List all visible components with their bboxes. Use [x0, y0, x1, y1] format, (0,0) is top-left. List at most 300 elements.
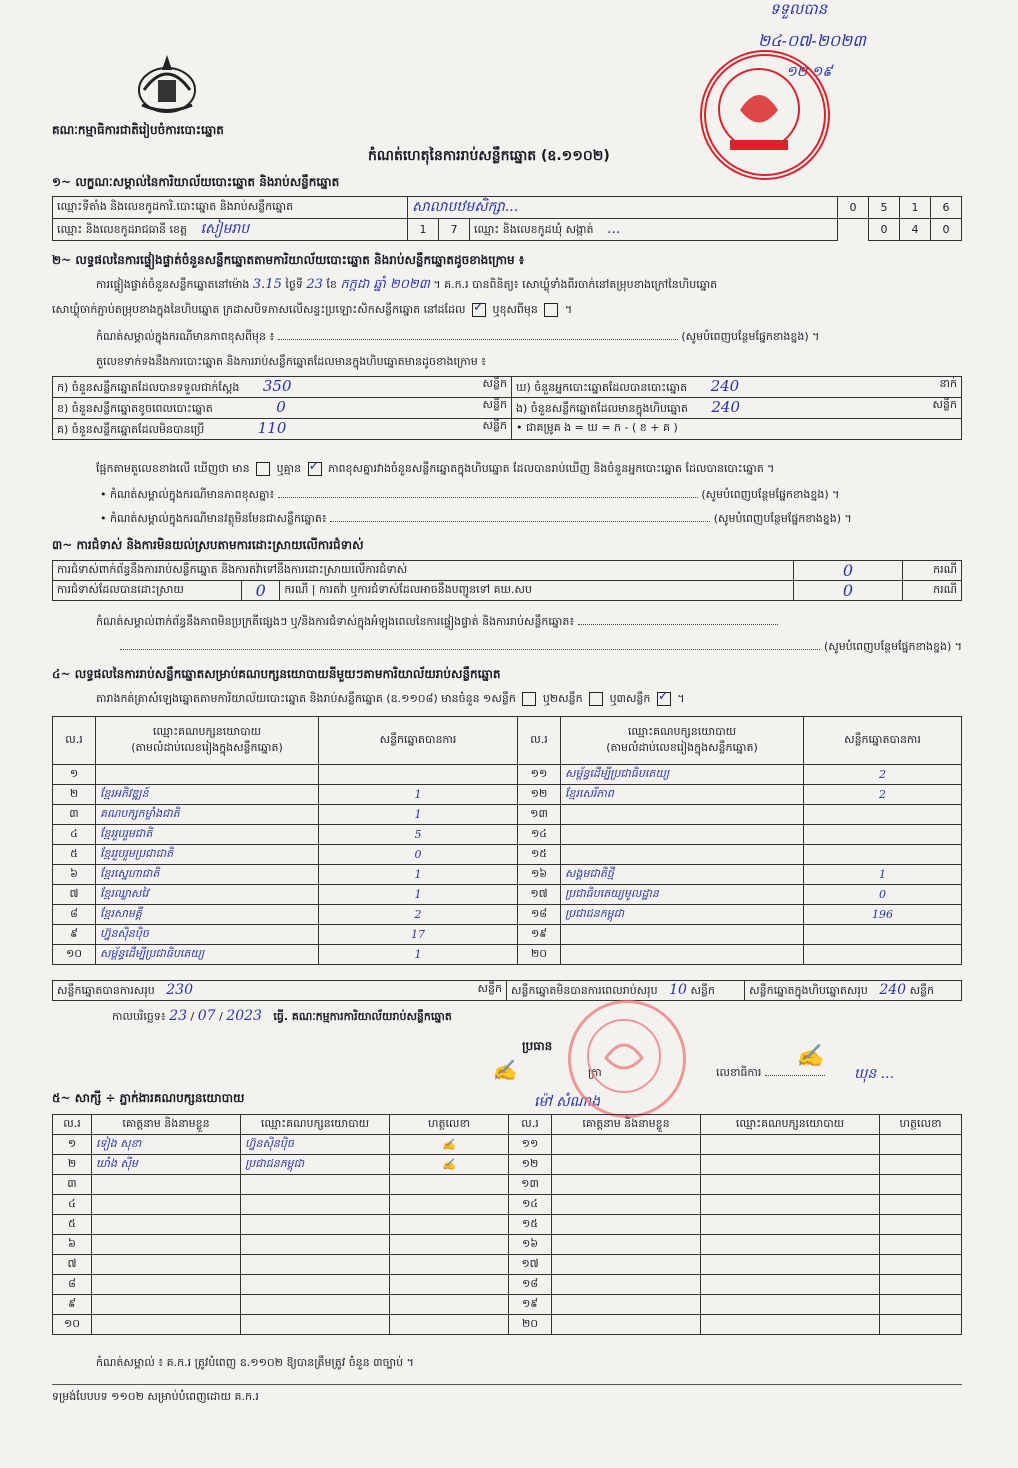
one-sheet-checkbox[interactable]: [522, 692, 536, 706]
row-no: ៩: [53, 925, 96, 945]
witness-signature: [390, 1275, 509, 1295]
party-votes: 1: [319, 885, 518, 905]
official-stamp-top: [700, 50, 833, 180]
witness-name: [552, 1215, 701, 1235]
witness-name: [552, 1295, 701, 1315]
total-valid-value: 230: [166, 981, 193, 998]
table-row: [53, 825, 962, 845]
section4-heading: ៤~ លទ្ធផលនៃការរាប់សន្លឹកឆ្នោតសម្រាប់គណបក្សនយោបាយនីមួយៗតាមការិយាល័យរាប់សន្លឹកឆ្នោត: [52, 667, 501, 681]
note-fill-label: (សូមបំពេញបន្ថែមផ្នែកខាងខ្នង) ។: [681, 330, 820, 343]
station-code-digit: 6: [931, 197, 962, 219]
col-name: គោត្តនាម និងនាមខ្លួន: [552, 1115, 701, 1135]
station-value: សាលាបឋមសិក្សា...: [408, 197, 838, 219]
witness-party: ហ្វ៊ុនស៊ិនប៉ិច: [241, 1135, 390, 1155]
note-fill-label: (សូមបំពេញបន្ថែមផ្នែកខាងខ្នង) ។: [713, 512, 852, 525]
witness-name: [92, 1295, 241, 1315]
verify-text: ការផ្ទៀងផ្ទាត់ចំនួនសន្លឹកឆ្នោតនៅម៉ោង: [96, 278, 250, 291]
row-no: ២: [53, 1155, 92, 1175]
party-name: គណបក្សកម្លាំងជាតិ: [96, 805, 319, 825]
party-votes: 196: [804, 905, 962, 925]
station-code-digit: 5: [869, 197, 900, 219]
row-no: ៨: [53, 905, 96, 925]
table-row: [53, 1275, 962, 1295]
party-votes: 2: [804, 785, 962, 805]
witness-table: [52, 1114, 962, 1335]
compare-line: [96, 462, 962, 478]
party-votes: 17: [319, 925, 518, 945]
row-no: ១៨: [509, 1275, 552, 1295]
row-no: ៨: [53, 1275, 92, 1295]
row-no: ៣: [53, 805, 96, 825]
witness-signature: [880, 1175, 962, 1195]
table-row: [53, 785, 962, 805]
party-votes: [804, 945, 962, 965]
party-name: [96, 765, 319, 785]
witness-name: [552, 1175, 701, 1195]
table-row: [53, 1215, 962, 1235]
party-name: [561, 845, 804, 865]
appeal-label-text: ការតវ៉ា ឬការជំទាស់ដែលអាចនឹងបញ្ជូនទៅ គឃ.សប: [319, 582, 532, 596]
witness-signature: [390, 1175, 509, 1195]
unit: សន្លឹក: [690, 983, 715, 997]
table-row: [53, 1255, 962, 1275]
chair-label: ប្រធាន: [522, 1039, 553, 1053]
witness-party: [701, 1195, 880, 1215]
row-no: ១៣: [509, 1175, 552, 1195]
chair-name: ម៉ៅ សំណាង: [534, 1094, 600, 1110]
count-c-value: 110: [257, 419, 287, 437]
row-no: ១៦: [509, 1235, 552, 1255]
col-sign: ហត្ថលេខា: [880, 1115, 962, 1135]
witness-name: [552, 1235, 701, 1255]
compare-tail: ភាពខុសគ្នារវាងចំនួនសន្លឹកឆ្នោតក្នុងហិបឆ្នោត ដែលបានរាប់ឃើញ និងចំនួនអ្នកបោះឆ្នោត ដែលបានបោះឆ្នោត ។: [328, 462, 775, 475]
verify-month: កក្កដា ឆ្នាំ ២០២៣: [340, 277, 430, 292]
row-no: ១៤: [518, 825, 561, 845]
witness-name: [552, 1315, 701, 1335]
party-name: ខ្មែររួបរួមជាតិ: [96, 825, 319, 845]
col-party: [561, 717, 804, 765]
witness-signature: [880, 1215, 962, 1235]
table-row: [53, 1155, 962, 1175]
count-a-label: ក) ចំនួនសន្លឹកឆ្នោតដែលបានទទួលជាក់ស្តែង: [57, 381, 240, 394]
count-c-label: គ) ចំនួនសន្លឹកឆ្នោតដែលមិនបានប្រើ: [57, 423, 205, 436]
no-diff-label: ឬគ្មាន: [276, 462, 302, 475]
unit: សន្លឹក: [482, 398, 507, 411]
count-d-value: 240: [710, 377, 740, 395]
commune-label: ឈ្មោះ និងលេខកូដឃុំ សង្កាត់: [474, 222, 594, 236]
row-no: ១: [53, 765, 96, 785]
count-b-label: ខ) ចំនួនសន្លឹកឆ្នោតខូចពេលបោះឆ្នោត: [57, 402, 213, 415]
two-sheet-checkbox[interactable]: [589, 692, 603, 706]
table-row: [53, 885, 962, 905]
footer-note: កំណត់សម្គាល់ ៖ គ.ក.រ ត្រូវបំពេញ ឧ.១១០២ ឱ្យបានត្រឹមត្រូវ ចំនួន ៣ច្បាប់ ។: [96, 1356, 414, 1369]
col-party: ឈ្មោះគណបក្សនយោបាយ: [701, 1115, 880, 1135]
witness-name: ឃាំង ស៊ីម: [92, 1155, 241, 1175]
note-diff-label: កំណត់សម្គាល់ក្នុងករណីមានភាពខុសពីមុន ៖: [96, 330, 275, 343]
party-name: ហ្វ៊ុនស៊ិនប៉ិច: [96, 925, 319, 945]
chair-signature: ✍: [492, 1058, 517, 1082]
witness-signature: [390, 1315, 509, 1335]
witness-party: [701, 1255, 880, 1275]
row-no: ៩: [53, 1295, 92, 1315]
bullet-objects: [100, 512, 962, 528]
row-no: ៧: [53, 1255, 92, 1275]
witness-signature: [390, 1255, 509, 1275]
party-votes: [804, 805, 962, 825]
note-fill-label: (សូមបំពេញបន្ថែមផ្នែកខាងខ្នង) ។: [701, 488, 840, 501]
receipt-date: ២៤-០៧-២០២៣: [758, 31, 866, 50]
date-line: កាលបរិច្ឆេទ៖ 23 / 07 / 2023 ធ្វើ. គណៈកម្មការការិយាល័យរាប់សន្លឹកឆ្នោត: [112, 1008, 452, 1024]
unit: សន្លឹក: [909, 983, 935, 997]
verify-tail: ។ គ.ក.រ បានពិនិត្យ៖ សោឃ្លុំទាំងពីរចាក់នៅតម្រុបខាងក្រៅនៃហិបឆ្នោត: [433, 278, 718, 291]
col-party: ឈ្មោះគណបក្សនយោបាយ: [241, 1115, 390, 1135]
row-no: ៥: [53, 845, 96, 865]
witness-signature: [390, 1195, 509, 1215]
total-invalid-label: សន្លឹកឆ្នោតមិនបានការពេលរាប់សរុប: [511, 983, 658, 997]
witness-signature: [390, 1295, 509, 1315]
section5-heading: ៥~ សាក្សី ÷ ភ្នាក់ងារគណបក្សនយោបាយ: [52, 1091, 245, 1105]
table-row: [53, 1315, 962, 1335]
secretary-label-text: លេខាធិការ: [716, 1066, 762, 1079]
row-no: ១៣: [518, 805, 561, 825]
witness-name: [92, 1275, 241, 1295]
counts-table: [52, 376, 962, 440]
commune-code-digit: 4: [900, 219, 931, 241]
table-row: [53, 1235, 962, 1255]
unit: សន្លឹក: [482, 377, 507, 390]
footer-form-version: ទម្រង់បែបបទ ១១០២ សម្រាប់បំពេញដោយ គ.ក.រ: [52, 1390, 259, 1403]
unit: សន្លឹក: [482, 419, 507, 432]
verify-time: 3.15: [252, 277, 282, 292]
party-votes: [319, 765, 518, 785]
date-year: 2023: [226, 1008, 262, 1024]
objection-table: [52, 560, 962, 601]
row-no: ១១: [518, 765, 561, 785]
commune-code-digit: 0: [869, 219, 900, 241]
province-label: ឈ្មោះ និងលេខកូដរាជធានី ខេត្ត: [57, 223, 187, 236]
unit: សន្លឹក: [477, 981, 502, 995]
votes-table: [52, 716, 962, 965]
party-name: [561, 825, 804, 845]
party-votes: 1: [319, 945, 518, 965]
party-votes: 2: [804, 765, 962, 785]
col-name: គោត្តនាម និងនាមខ្លួន: [92, 1115, 241, 1135]
witness-party: [241, 1175, 390, 1195]
date-day: 23: [169, 1008, 188, 1024]
row-no: ៦: [53, 865, 96, 885]
no-diff-checkbox[interactable]: [308, 462, 322, 476]
witness-party: [701, 1215, 880, 1235]
form-title: កំណត់ហេតុនៃការរាប់សន្លឹកឆ្នោត (ឧ.១១០២): [368, 148, 610, 164]
col-party: [96, 717, 319, 765]
changed-checkbox[interactable]: [544, 303, 558, 317]
secretary-name: ឃុន ...: [854, 1066, 895, 1082]
witness-party: ប្រជាជនកម្ពុជា: [241, 1155, 390, 1175]
unit: នាក់: [939, 377, 957, 390]
party-name: [561, 925, 804, 945]
party-name: ខ្មែរស្នេហាជាតិ: [96, 865, 319, 885]
party-name: ប្រជាជនកម្ពុជា: [561, 905, 804, 925]
party-votes: [804, 925, 962, 945]
party-votes: [804, 845, 962, 865]
note-fill-label: (សូមបំពេញបន្ថែមផ្នែកខាងខ្នង) ។: [823, 640, 962, 653]
party-votes: 1: [319, 865, 518, 885]
verify-day-label: ថ្ងៃទី: [285, 278, 303, 291]
col-no: ល.រ: [53, 1115, 92, 1135]
table-row: [53, 905, 962, 925]
table-row: [53, 1135, 962, 1155]
party-name: សម្ព័ន្ធដើម្បីប្រជាធិបតេយ្យ: [561, 765, 804, 785]
bullet1-text: • កំណត់សម្គាល់ក្នុងករណីមានភាពខុសគ្នា៖: [100, 488, 275, 501]
col-no: ល.រ: [518, 717, 561, 765]
table-row: [53, 805, 962, 825]
row-no: ១៧: [509, 1255, 552, 1275]
witness-body: [53, 1135, 962, 1335]
party-votes: 1: [319, 785, 518, 805]
count-b-value: 0: [276, 398, 286, 416]
row-no: ១០: [53, 945, 96, 965]
date-label: កាលបរិច្ឆេទ៖: [112, 1010, 166, 1023]
witness-signature: [880, 1135, 962, 1155]
witness-signature: [390, 1215, 509, 1235]
station-code-digit: 1: [900, 197, 931, 219]
col-no: ល.រ: [509, 1115, 552, 1135]
verify-line2-text: សោឃ្លុំចាក់ភ្ជាប់តម្រុបខាងក្នុងនៃហិបឆ្នោត ក្រដាសបិទភាសលើសន្ទះប្រឡោះសិកសន្លឹកឆ្នោត នៅដដែល: [52, 303, 466, 316]
col-party-sub: (តាមលំដាប់លេខរៀងក្នុងសន្លឹកឆ្នោត): [606, 740, 758, 754]
table-row: [53, 1195, 962, 1215]
receipt-label: ទទួលបាន: [770, 0, 828, 18]
witness-party: [241, 1195, 390, 1215]
witness-name: [92, 1315, 241, 1335]
unit: ករណី: [284, 582, 309, 596]
witness-name: [92, 1215, 241, 1235]
row-no: ១៩: [518, 925, 561, 945]
footer-divider: [52, 1384, 962, 1385]
commune-code-digit: 0: [931, 219, 962, 241]
witness-name: [92, 1175, 241, 1195]
objection-value: 0: [794, 561, 903, 581]
col-party-title: ឈ្មោះគណបក្សនយោបាយ: [627, 724, 737, 738]
section2-heading: ២~ លទ្ធផលនៃការផ្ទៀងផ្ទាត់ចំនួនសន្លឹកឆ្នោតតាមការិយាល័យបោះឆ្នោត និងរាប់សន្លឹកឆ្នោតដូចខាងក្រោម ៖: [52, 253, 525, 267]
row-no: ២០: [509, 1315, 552, 1335]
row-no: ១៦: [518, 865, 561, 885]
table-row: [53, 945, 962, 965]
party-votes: 1: [319, 805, 518, 825]
count-e-label: ង) ចំនួនសន្លឹកឆ្នោតដែលមានក្នុងហិបឆ្នោត: [516, 402, 688, 415]
row-no: ២០: [518, 945, 561, 965]
unit: ករណី: [903, 561, 962, 581]
province-code-digit: 1: [408, 219, 439, 241]
count-a-value: 350: [262, 377, 292, 395]
resolved-label: ការជំទាស់ដែលបានដោះស្រាយ: [53, 581, 242, 601]
row-no: ១៧: [518, 885, 561, 905]
party-votes: [804, 825, 962, 845]
col-votes: សន្លឹកឆ្នោតបានការ: [804, 717, 962, 765]
witness-party: [241, 1295, 390, 1315]
col-votes: សន្លឹកឆ្នោតបានការ: [319, 717, 518, 765]
witness-signature: [880, 1315, 962, 1335]
witness-party: [241, 1235, 390, 1255]
secretary-signature: ✍: [796, 1044, 824, 1069]
section3-note: [96, 615, 962, 631]
party-name: ខ្មែរសេរីភាព: [561, 785, 804, 805]
party-votes: 0: [804, 885, 962, 905]
witness-party: [701, 1275, 880, 1295]
witness-party: [241, 1275, 390, 1295]
party-name: [561, 805, 804, 825]
table-row: [53, 1175, 962, 1195]
row-no: ១១: [509, 1135, 552, 1155]
witness-signature: [880, 1275, 962, 1295]
province-value: សៀមរាប: [200, 221, 250, 237]
witness-name: [92, 1235, 241, 1255]
station-label: ឈ្មោះទីតាំង និងលេខកូដការិ.បោះឆ្នោត និងរាប់សន្លឹកឆ្នោត: [53, 197, 408, 219]
party-votes: 5: [319, 825, 518, 845]
witness-signature: [880, 1195, 962, 1215]
witness-signature: ✍: [390, 1135, 509, 1155]
date-month: 07: [197, 1008, 216, 1024]
witness-party: [701, 1175, 880, 1195]
witness-name: [552, 1135, 701, 1155]
stamp-label: ត្រា: [588, 1066, 602, 1079]
votes-body: [53, 765, 962, 965]
signoff: ធ្វើ. គណៈកម្មការការិយាល័យរាប់សន្លឹកឆ្នោត: [273, 1010, 452, 1023]
table-row: [53, 765, 962, 785]
witness-name: [552, 1255, 701, 1275]
count-e-value: 240: [711, 398, 741, 416]
witness-name: [92, 1195, 241, 1215]
verify-line-2: សោឃ្លុំចាក់ភ្ជាប់តម្រុបខាងក្នុងនៃហិបឆ្នោត ក្រដាសបិទភាសលើសន្ទះប្រឡោះសិកសន្លឹកឆ្នោត នៅដដែល ✓ ឬខុសពីមុន ។: [52, 303, 572, 319]
section3-note-text: កំណត់សម្គាល់ពាក់ព័ន្ធនឹងភាពមិនប្រក្រតីផ្សេងៗ ឬ/និងការជំទាស់ក្នុងអំឡុងពេលនៃការផ្ទៀងផ្ទាត់ និងការរាប់សន្លឹកឆ្នោត៖: [96, 615, 575, 628]
party-name: សម្ព័ន្ធដើម្បីប្រជាធិបតេយ្យ: [96, 945, 319, 965]
same-checkbox[interactable]: [472, 303, 486, 317]
count-d-label: ឃ) ចំនួនអ្នកបោះឆ្នោតដែលបានបោះឆ្នោត: [516, 381, 688, 394]
witness-signature: [880, 1295, 962, 1315]
witness-party: [701, 1235, 880, 1255]
row-no: ៤: [53, 1195, 92, 1215]
appeal-value: 0: [794, 581, 903, 601]
section4-intro: តារាងកត់ត្រាសំឡេងឆ្នោតតាមការិយាល័យបោះឆ្នោត និងរាប់សន្លឹកឆ្នោត (ឧ.១១០៨) មានចំនួន ១សន្លឹក ឬ២សន្លឹក ឬ៣សន្លឹក ✓ ។: [96, 692, 685, 708]
party-name: ខ្មែរសាមគ្គី: [96, 905, 319, 925]
witness-party: [701, 1295, 880, 1315]
witness-party: [701, 1315, 880, 1335]
witness-party: [241, 1215, 390, 1235]
row-no: ៧: [53, 885, 96, 905]
has-diff-checkbox[interactable]: [256, 462, 270, 476]
witness-name: [92, 1255, 241, 1275]
receipt-time: ១២ ១៩: [786, 64, 833, 80]
row-no: ១៨: [518, 905, 561, 925]
table-row: [53, 1295, 962, 1315]
party-votes: 2: [319, 905, 518, 925]
row-no: ១៥: [518, 845, 561, 865]
table-row: [53, 845, 962, 865]
witness-party: [701, 1155, 880, 1175]
witness-signature: [390, 1235, 509, 1255]
total-box-label: សន្លឹកឆ្នោតក្នុងហិបឆ្នោតសរុប: [749, 983, 868, 997]
section3-heading: ៣~ ការជំទាស់ និងការមិនយល់ស្របតាមការដោះស្រាយលើការជំទាស់: [52, 538, 364, 552]
verify-line: [96, 276, 966, 295]
row-no: ២: [53, 785, 96, 805]
row-no: ៤: [53, 825, 96, 845]
total-valid-label: សន្លឹកឆ្នោតបានការសរុប: [57, 983, 155, 997]
two-sheet-label: ឬ២សន្លឹក: [542, 692, 583, 705]
three-sheet-label: ឬ៣សន្លឹក: [609, 692, 651, 705]
committee-name: គណៈកម្មាធិការជាតិរៀបចំការបោះឆ្នោត: [52, 123, 224, 137]
section3-note-fill: [52, 640, 962, 656]
objection-label: ការជំទាស់ពាក់ព័ន្ធនឹងការរាប់សន្លឹកឆ្នោត និងការតវ៉ាទៅនឹងការដោះស្រាយលើការជំទាស់: [53, 561, 794, 581]
row-no: ១០: [53, 1315, 92, 1335]
party-name: ខ្មែរអភិវឌ្ឍន៍: [96, 785, 319, 805]
totals-table: [52, 980, 962, 1001]
section1-table: [52, 196, 962, 241]
unit: ករណី: [903, 581, 962, 601]
party-votes: 1: [804, 865, 962, 885]
station-code-digit: 0: [838, 197, 869, 219]
bullet2-text: • កំណត់សម្គាល់ក្នុងករណីមានវត្ថុមិនមែនជាសន្លឹកឆ្នោត៖: [100, 512, 327, 525]
commune-value: ...: [607, 220, 621, 237]
party-name: ខ្មែររួបរួមប្រជាជាតិ: [96, 845, 319, 865]
col-party-sub: (តាមលំដាប់លេខរៀងក្នុងសន្លឹកឆ្នោត): [131, 740, 283, 754]
three-sheet-checkbox[interactable]: [657, 692, 671, 706]
verify-month-label: ខែ: [326, 278, 337, 291]
verify-day: 23: [306, 277, 323, 292]
witness-name: [552, 1275, 701, 1295]
appeal-label: ករណី | ការតវ៉ា ឬការជំទាស់ដែលអាចនឹងបញ្ជូនទៅ គឃ.សប: [280, 581, 794, 601]
row-no: ៦: [53, 1235, 92, 1255]
total-box-value: 240: [879, 981, 907, 998]
col-sign: ហត្ថលេខា: [390, 1115, 509, 1135]
resolved-value: 0: [242, 581, 280, 601]
witness-signature: [880, 1255, 962, 1275]
party-votes: 0: [319, 845, 518, 865]
section1-heading: ១~ លក្ខណៈសម្គាល់នៃការិយាល័យបោះឆ្នោត និងរាប់សន្លឹកឆ្នោត: [52, 175, 340, 189]
witness-party: [241, 1315, 390, 1335]
witness-name: ទៀង សុខា: [92, 1135, 241, 1155]
table-row: [53, 865, 962, 885]
row-no: ១២: [509, 1155, 552, 1175]
party-name: [561, 945, 804, 965]
row-no: ៥: [53, 1215, 92, 1235]
party-name: ប្រជាធិបតេយ្យមូលដ្ឋាន: [561, 885, 804, 905]
row-no: ៣: [53, 1175, 92, 1195]
col-party-title: ឈ្មោះគណបក្សនយោបាយ: [152, 724, 262, 738]
table-row: [53, 925, 962, 945]
total-invalid-value: 10: [669, 981, 687, 998]
row-no: ១៩: [509, 1295, 552, 1315]
unit: សន្លឹក: [932, 398, 957, 411]
bullet-diff: [100, 488, 962, 504]
witness-signature: ✍: [390, 1155, 509, 1175]
nec-logo: [132, 50, 202, 116]
province-code-digit: 7: [439, 219, 470, 241]
counts-intro: តួលេខទាក់ទងនឹងការបោះឆ្នោត និងការរាប់សន្លឹកឆ្នោតដែលមានក្នុងហិបឆ្នោតមានដូចខាងក្រោម ៖: [96, 355, 487, 368]
witness-signature: [880, 1235, 962, 1255]
row-no: ១៥: [509, 1215, 552, 1235]
formula: • ជាគម្រូគ ង = ឃ = ក - ( ខ + គ ): [512, 419, 962, 440]
party-name: ខ្មែរឈ្លាសវៃ: [96, 885, 319, 905]
compare-text: ផ្អែកតាមតួលេខខាងលើ ឃើញថា មាន: [96, 462, 250, 475]
row-no: ១២: [518, 785, 561, 805]
changed-label: ឬខុសពីមុន: [492, 303, 538, 316]
witness-signature: [880, 1155, 962, 1175]
col-no: ល.រ: [53, 717, 96, 765]
official-stamp-bottom: [568, 1000, 686, 1118]
witness-party: [701, 1135, 880, 1155]
party-name: សង្គមជាតិថ្មី: [561, 865, 804, 885]
section4-intro-text: តារាងកត់ត្រាសំឡេងឆ្នោតតាមការិយាល័យបោះឆ្នោត និងរាប់សន្លឹកឆ្នោត (ឧ.១១០៨) មានចំនួន ១សន្លឹក: [96, 692, 516, 705]
witness-name: [552, 1155, 701, 1175]
